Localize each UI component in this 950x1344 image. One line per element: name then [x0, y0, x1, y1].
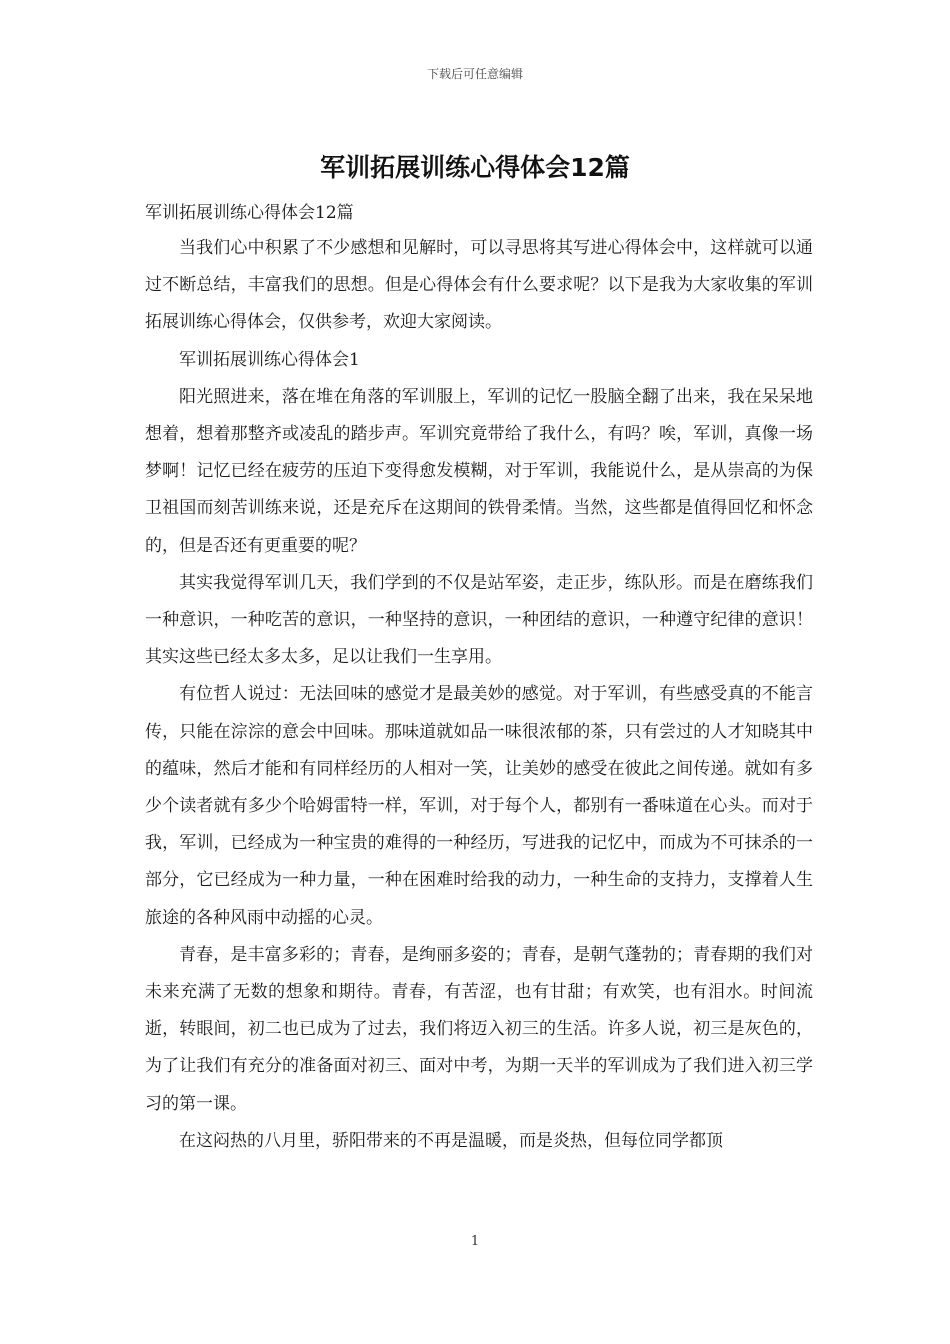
body-paragraph: 阳光照进来，落在堆在角落的军训服上，军训的记忆一股脑全翻了出来，我在呆呆地想着，想着那整齐或凌乱的踏步声。军训究竟带给了我什么，有吗？唉，军训，真像一场梦啊！记忆已经在疲劳的压迫下变得愈发模糊，对于军训，我能说什么，是从崇高的为保卫祖国而刻苦训练来说，还是充斥在这期间的铁骨柔情。当然，这些都是值得回忆和怀念的，但是否还有更重要的呢？: [145, 386, 813, 556]
document-title: 军训拓展训练心得体会12篇: [320, 153, 630, 182]
document-subtitle: 军训拓展训练心得体会12篇: [145, 203, 354, 223]
body-paragraph: 青春，是丰富多彩的；青春，是绚丽多姿的；青春，是朝气蓬勃的；青春期的我们对未来充满了无数的想象和期待。青春，有苦涩，也有甘甜；有欢笑，也有泪水。时间流逝，转眼间，初二也已成为了过去，我们将迈入初三的生活。许多人说，初三是灰色的，为了让我们有充分的准备面对初三、面对中考，为期一天半的军训成为了我们进入初三学习的第一课。: [145, 944, 813, 1114]
section-heading: 军训拓展训练心得体会1: [179, 349, 360, 370]
body-paragraph: 在这闷热的八月里，骄阳带来的不再是温暖，而是炎热，但每位同学都顶: [179, 1130, 723, 1151]
body-paragraph: 其实我觉得军训几天，我们学到的不仅是站军姿，走正步，练队形。而是在磨练我们一种意识，一种吃苦的意识，一种坚持的意识，一种团结的意识，一种遵守纪律的意识！其实这些已经太多太多，足以让我们一生享用。: [145, 572, 813, 668]
page-number: 1: [470, 1234, 480, 1249]
body-paragraph: 有位哲人说过：无法回味的感觉才是最美妙的感觉。对于军训，有些感受真的不能言传，只能在淙淙的意会中回味。那味道就如品一味很浓郁的茶，只有尝过的人才知晓其中的蕴味，然后才能和有同样经历的人相对一笑，让美妙的感受在彼此之间传递。就如有多少个读者就有多少个哈姆雷特一样，军训，对于每个人，都别有一番味道在心头。而对于我，军训，已经成为一种宝贵的难得的一种经历，写进我的记忆中，而成为不可抹杀的一部分，它已经成为一种力量，一种在困难时给我的动力，一种生命的支持力，支撑着人生旅途的各种风雨中动摇的心灵。: [145, 684, 813, 928]
document-body: [145, 196, 813, 1160]
page-header: 下载后可任意编辑: [426, 67, 523, 81]
intro-paragraph: 当我们心中积累了不少感想和见解时，可以寻思将其写进心得体会中，这样就可以通过不断总结，丰富我们的思想。但是心得体会有什么要求呢？以下是我为大家收集的军训拓展训练心得体会，仅供参考，欢迎大家阅读。: [145, 238, 813, 333]
